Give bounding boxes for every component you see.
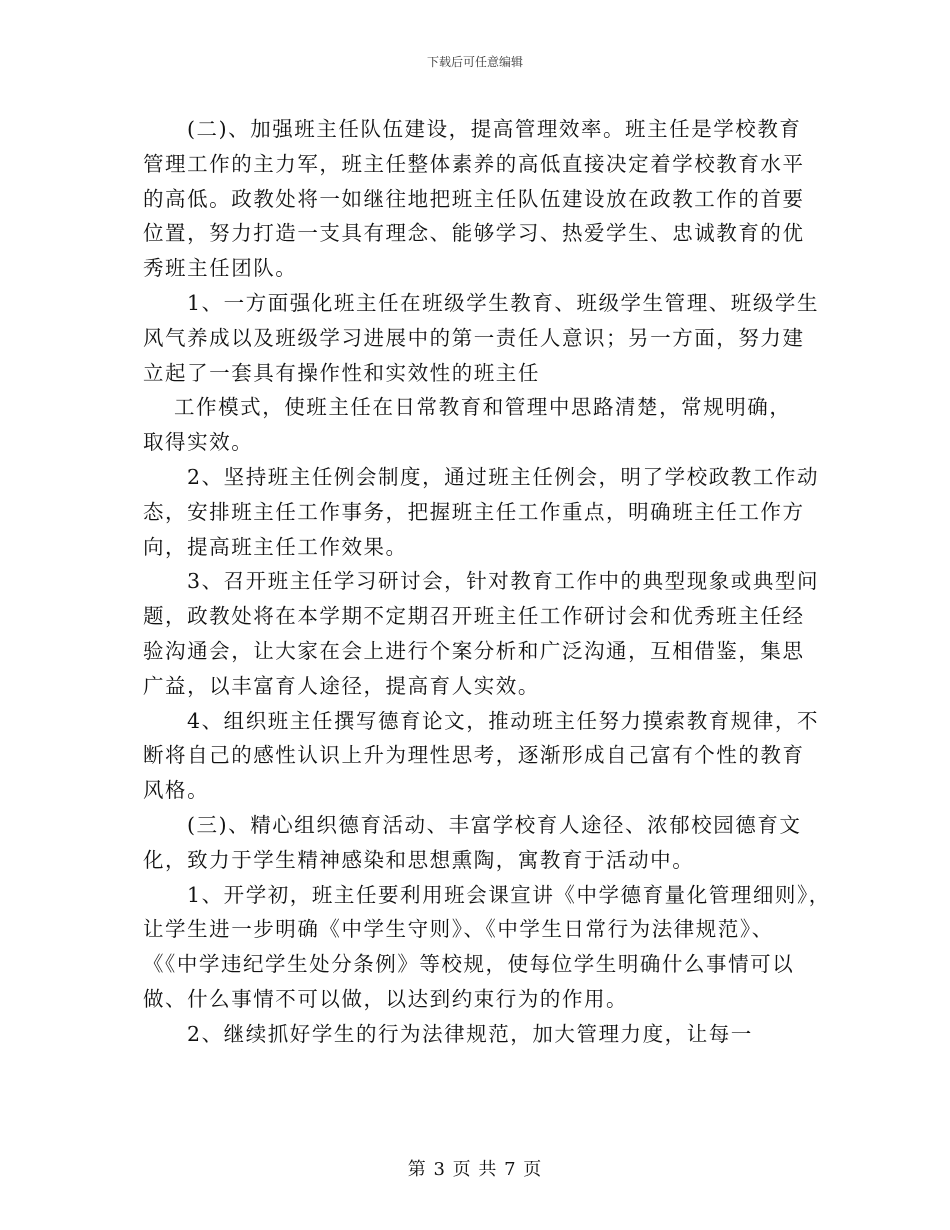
paragraph-line: 工作模式，使班主任在日常教育和管理中思路清楚，常规明确， bbox=[174, 395, 792, 420]
paragraph-line: 4、组织班主任撰写德育论文，推动班主任努力摸索教育规律，不 bbox=[187, 708, 819, 733]
paragraph-line: (二)、加强班主任队伍建设，提高管理效率。班主任是学校教育 bbox=[187, 117, 802, 141]
paragraph-line: 态，安排班主任工作事务，把握班主任工作重点，明确班主任工作方 bbox=[143, 499, 805, 524]
paragraph-line: 断将自己的感性认识上升为理性思考，逐渐形成自己富有个性的教育 bbox=[143, 743, 805, 768]
paragraph-line: 向，提高班主任工作效果。 bbox=[143, 534, 408, 559]
paragraph-line: 验沟通会，让大家在会上进行个案分析和广泛沟通，互相借鉴，集思 bbox=[143, 638, 805, 663]
paragraph-line: 题，政教处将在本学期不定期召开班主任工作研讨会和优秀班主任经 bbox=[143, 604, 805, 629]
paragraph-line: 2、坚持班主任例会制度，通过班主任例会，明了学校政教工作动 bbox=[187, 464, 819, 489]
page-header: 下载后可任意编辑 bbox=[426, 55, 523, 69]
paragraph-line: 风气养成以及班级学习进展中的第一责任人意识；另一方面，努力建 bbox=[143, 325, 805, 350]
paragraph-line: 立起了一套具有操作性和实效性的班主任 bbox=[143, 360, 540, 385]
paragraph-line: 1、一方面强化班主任在班级学生教育、班级学生管理、班级学生 bbox=[187, 290, 819, 315]
paragraph-line: 《《中学违纪学生处分条例》等校规，使每位学生明确什么事情可以 bbox=[143, 952, 795, 977]
paragraph-line: 位置，努力打造一支具有理念、能够学习、热爱学生、忠诚教育的优 bbox=[143, 221, 805, 246]
paragraph-line: 3、召开班主任学习研讨会，针对教育工作中的典型现象或典型问 bbox=[187, 569, 819, 594]
paragraph-line: 的高低。政教处将一如继往地把班主任队伍建设放在政教工作的首要 bbox=[143, 186, 805, 211]
page-footer: 第 3 页 共 7 页 bbox=[407, 1159, 543, 1180]
paragraph-line: (三)、精心组织德育活动、丰富学校育人途径、浓郁校园德育文 bbox=[187, 812, 802, 837]
paragraph-line: 1、开学初，班主任要利用班会课宣讲《中学德育量化管理细则》， bbox=[187, 882, 831, 907]
document-body bbox=[143, 112, 831, 1052]
paragraph-line: 秀班主任团队。 bbox=[143, 256, 298, 281]
paragraph-line: 让学生进一步明确《中学生守则》、《中学生日常行为法律规范》、 bbox=[143, 917, 774, 942]
paragraph-line: 取得实效。 bbox=[143, 430, 254, 455]
paragraph-line: 广益，以丰富育人途径，提高育人实效。 bbox=[143, 673, 540, 698]
paragraph-line: 管理工作的主力军，班主任整体素养的高低直接决定着学校教育水平 bbox=[143, 151, 805, 176]
paragraph-line: 化，致力于学生精神感染和思想熏陶，寓教育于活动中。 bbox=[143, 847, 695, 872]
paragraph-line: 风格。 bbox=[143, 778, 210, 803]
paragraph-line: 做、什么事情不可以做，以达到约束行为的作用。 bbox=[143, 986, 629, 1011]
paragraph-line: 2、继续抓好学生的行为法律规范，加大管理力度，让每一 bbox=[187, 1021, 753, 1046]
